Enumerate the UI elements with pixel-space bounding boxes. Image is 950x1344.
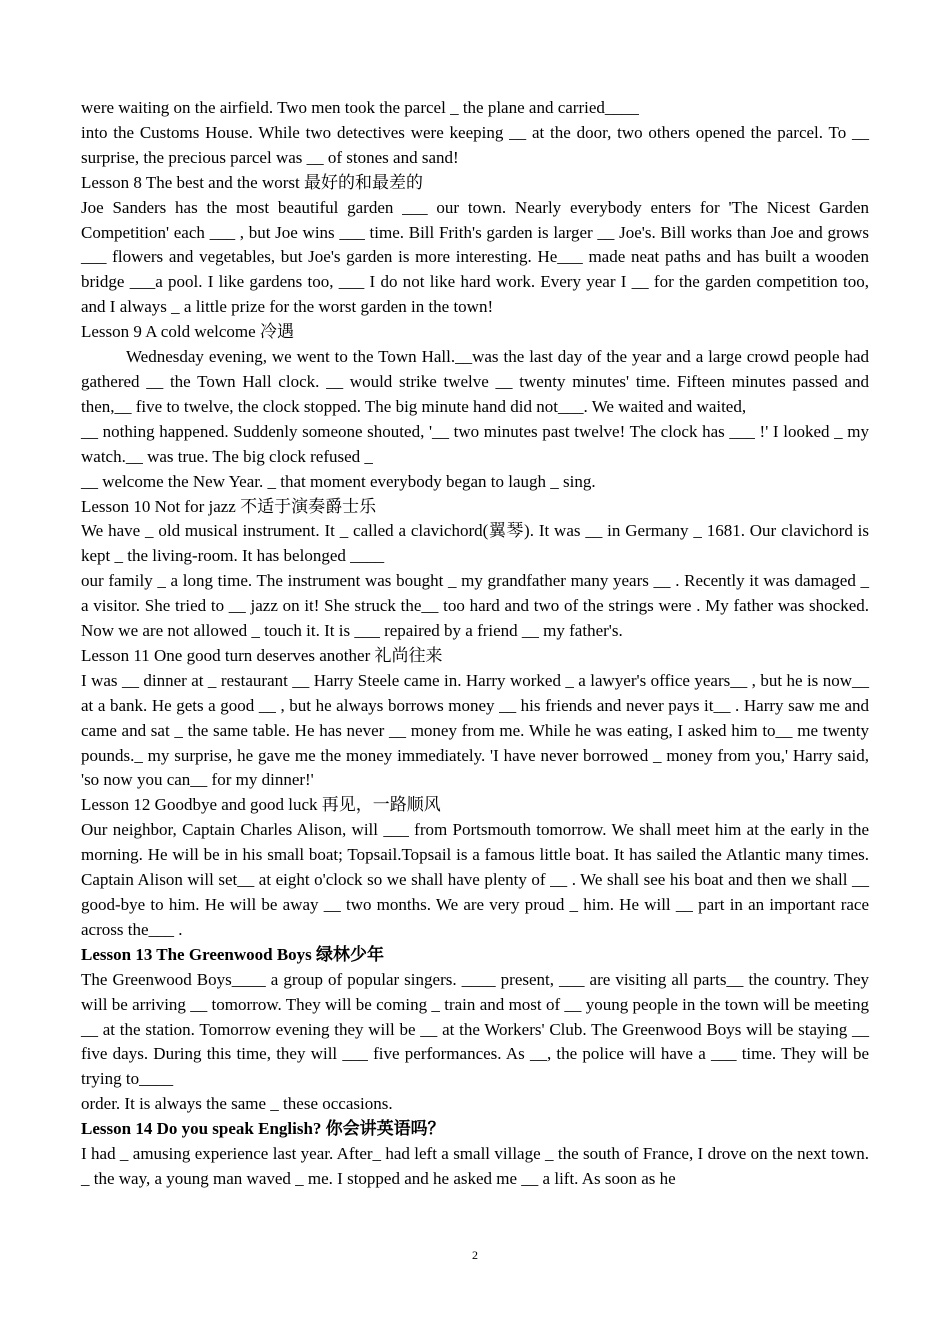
lesson-9-title: Lesson 9 A cold welcome 冷遇 — [81, 322, 294, 342]
page-number: 2 — [472, 1248, 478, 1262]
lesson-14-body: I had _ amusing experience last year. After_ had left a small village _ the south of France, I drove on the next town. _ the way, a young man waved _ me. I stopped and he asked me __ a lift. As soon as he — [81, 1144, 869, 1188]
lesson-11-title: Lesson 11 One good turn deserves another 礼尚往来 — [81, 645, 443, 665]
lesson-9-paragraph-1: Wednesday evening, we went to the Town Hall.__was the last day of the year and a large crowd people had gathered __ the Town Hall clock. __ would strike twelve __ twenty minutes' time. Fifteen minutes passed and then,__ five to twelve, the clock stopped. The big minute hand did not___. We waited and waited, — [81, 347, 869, 416]
lesson-14-title: Lesson 14 Do you speak English? 你会讲英语吗？ — [81, 1119, 445, 1139]
lesson-9-paragraph-2: __ nothing happened. Suddenly someone shouted, '__ two minutes past twelve! The clock has ___ !' I looked _ my watch.__ was true. The big clock refused _ — [81, 421, 869, 466]
lesson-13-paragraph-1: The Greenwood Boys____ a group of popular singers. ____ present, ___ are visiting all parts__ the country. They will be arriving __ tomorrow. They will be coming _ train and most of __ young people in the town will be meeting __ at the station. Tomorrow evening they will be __ at the Workers' Club. The Greenwood Boys will be staying __ five days. During this time, they will ___ five performances. As __, the police will have a ___ time. They will be trying to____ — [81, 969, 869, 1089]
lesson-12-body: Our neighbor, Captain Charles Alison, will ___ from Portsmouth tomorrow. We shall meet him at the early in the morning. He will be in his small boat; Topsail.Topsail is a famous little boat. It has sailed the Atlantic many times. Captain Alison will set__ at eight o'clock so we shall have plenty of __ . We shall see his boat and then we shall __ good-bye to him. He will be away __ two months. We are very proud _ him. He will __ part in an important race across the___ . — [81, 820, 869, 939]
document-page — [81, 96, 869, 1192]
lesson-8-body: Joe Sanders has the most beautiful garden ___ our town. Nearly everybody enters for 'The Nicest Garden Competition' each ___ , but Joe wins ___ time. Bill Frith's garden is larger __ Joe's. Bill works than Joe and grows ___ flowers and vegetables, but Joe's garden is more interesting. He___ made neat paths and has built a wooden bridge ___a pool. I like gardens too, ___ I do not like hard work. Every year I __ for the garden competition too, and I always _ a little prize for the worst garden in the town! — [81, 197, 869, 317]
lesson-10-paragraph-1: We have _ old musical instrument. It _ called a clavichord(翼琴). It was __ in Germany _ 1681. Our clavichord is kept _ the living-room. It has belonged ____ — [81, 521, 869, 566]
continuation-line-1: were waiting on the airfield. Two men took the parcel _ the plane and carried____ — [81, 98, 639, 117]
lesson-13-paragraph-2: order. It is always the same _ these occasions. — [81, 1094, 393, 1114]
lesson-12-title: Lesson 12 Goodbye and good luck 再见，一路顺风 — [81, 795, 441, 815]
lesson-11-body: I was __ dinner at _ restaurant __ Harry Steele came in. Harry worked _ a lawyer's office years__ , but he is now__ at a bank. He gets a good __ , but he always borrows money __ his friends and never pays it__ . Harry saw me and came and sat _ the same table. He has never __ money from me. While he was eating, I asked him to__ me twenty pounds._ my surprise, he gave me the money immediately. 'I have never borrowed _ money from you,' Harry said, 'so now you can__ for my dinner!' — [81, 670, 869, 790]
lesson-9-paragraph-3: __ welcome the New Year. _ that moment everybody began to laugh _ sing. — [81, 471, 596, 491]
lesson-10-paragraph-2: our family _ a long time. The instrument was bought _ my grandfather many years __ . Recently it was damaged _ a visitor. She tried to __ jazz on it! She struck the__ too hard and two of the strings were . My father was shocked. Now we are not allowed _ touch it. It is ___ repaired by a friend __ my father's. — [81, 571, 869, 641]
lesson-8-title: Lesson 8 The best and the worst 最好的和最差的 — [81, 172, 424, 192]
continuation-paragraph: into the Customs House. While two detectives were keeping __ at the door, two others opened the parcel. To __ surprise, the precious parcel was __ of stones and sand! — [81, 122, 869, 167]
lesson-10-title: Lesson 10 Not for jazz 不适于演奏爵士乐 — [81, 496, 377, 516]
lesson-13-title: Lesson 13 The Greenwood Boys 绿林少年 — [81, 944, 385, 964]
